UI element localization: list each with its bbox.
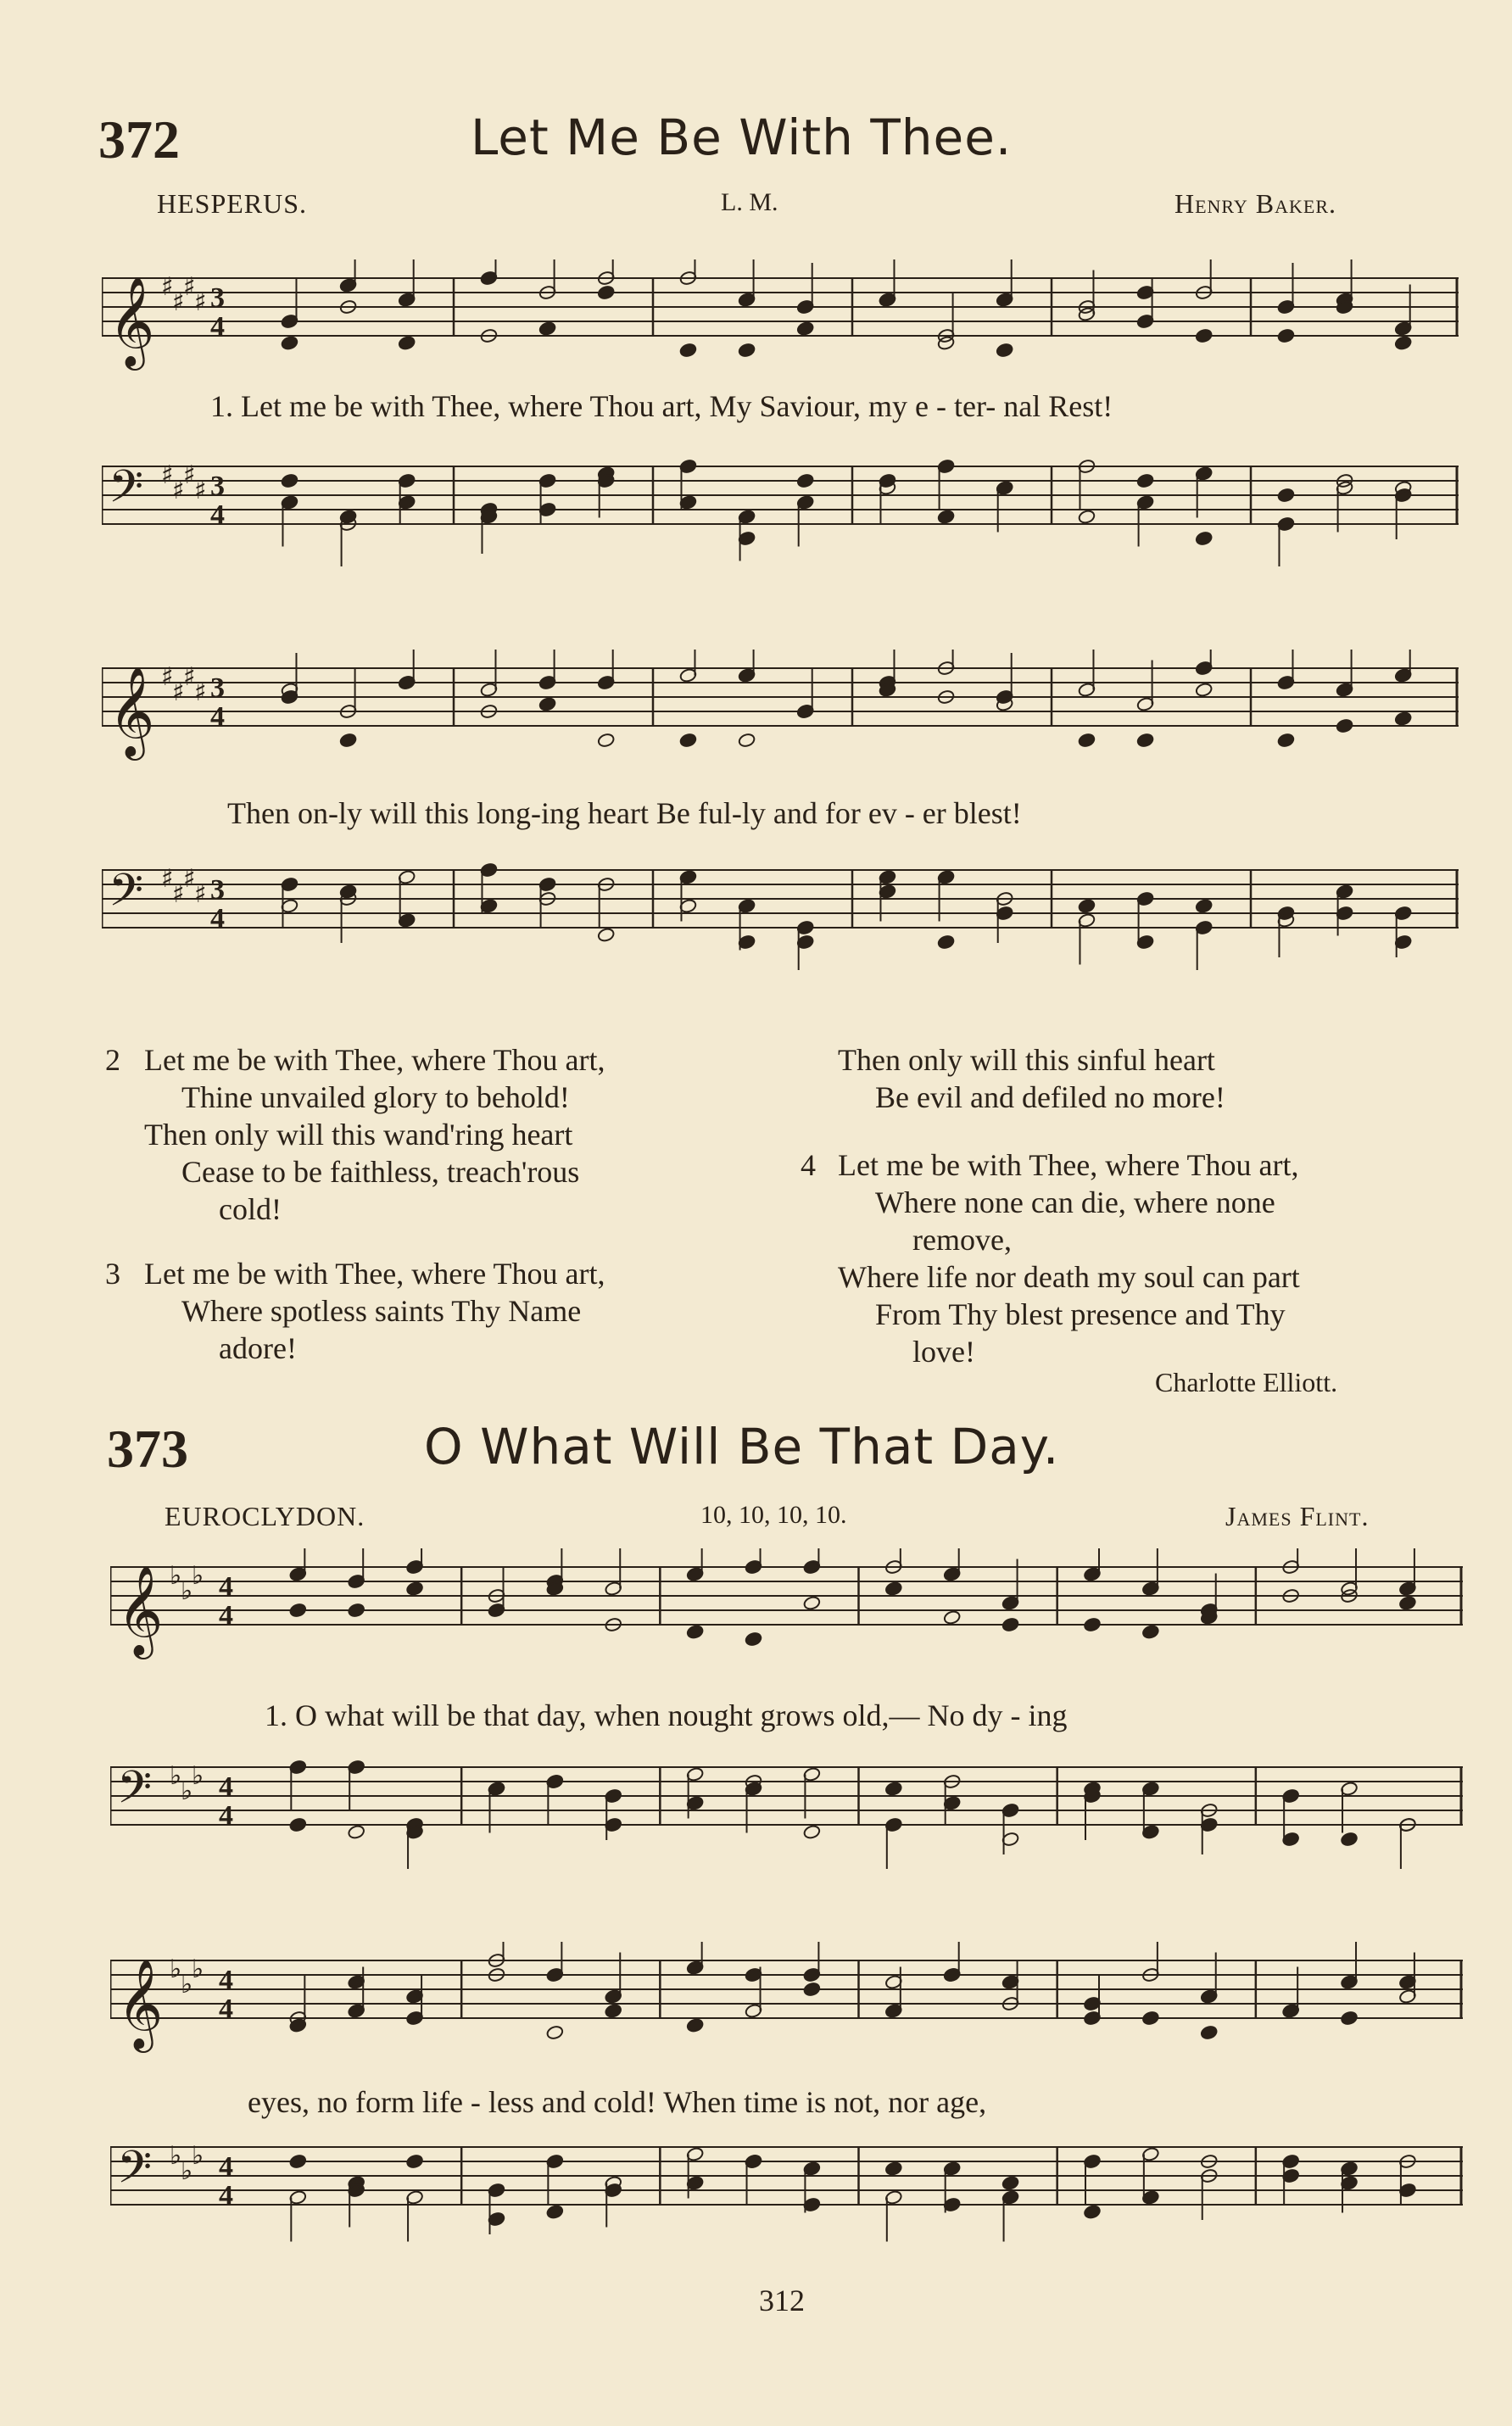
svg-text:♭: ♭ (170, 2141, 182, 2171)
svg-text:𝄞: 𝄞 (109, 666, 155, 756)
svg-text:♯: ♯ (161, 662, 174, 692)
author: Charlotte Elliott. (1155, 1367, 1338, 1397)
svg-text:𝄢: 𝄢 (117, 1762, 153, 1825)
svg-text:♭: ♭ (181, 1576, 193, 1606)
staff-notation (102, 650, 1459, 768)
svg-text:3: 3 (210, 282, 225, 314)
lyric-line: eyes, no form life - less and cold! When time is not, nor age, (248, 2085, 987, 2119)
svg-text:♯: ♯ (172, 476, 185, 505)
hymn-title: O What Will Be That Day. (424, 1418, 1060, 1475)
svg-text:♯: ♯ (161, 864, 174, 894)
tune-name: HESPERUS. (157, 188, 308, 219)
svg-text:3: 3 (210, 471, 225, 502)
staff-notation (110, 1748, 1463, 1893)
staff-notation (110, 1548, 1463, 1667)
svg-text:♯: ♯ (194, 879, 207, 909)
music-staff (102, 259, 1459, 378)
svg-text:4: 4 (210, 701, 225, 733)
svg-text:♯: ♯ (161, 272, 174, 302)
svg-text:♭: ♭ (170, 1761, 182, 1791)
svg-text:3: 3 (210, 874, 225, 906)
music-staff (102, 851, 1459, 970)
staff-notation (102, 448, 1459, 566)
staff-notation (102, 851, 1459, 970)
svg-text:♭: ♭ (192, 1761, 204, 1791)
hymn-title: Let Me Be With Thee. (471, 109, 1013, 166)
verse-3-cont: Then only will this sinful heart Be evil and defiled no more! (838, 1043, 1225, 1114)
svg-text:4: 4 (210, 903, 225, 934)
svg-text:♯: ♯ (172, 879, 185, 909)
svg-text:𝄞: 𝄞 (117, 1564, 164, 1655)
svg-text:♭: ♭ (192, 2141, 204, 2171)
svg-text:♭: ♭ (170, 1561, 182, 1591)
svg-text:4: 4 (219, 2180, 233, 2211)
svg-text:4: 4 (219, 1600, 233, 1631)
svg-text:4: 4 (219, 1571, 233, 1603)
svg-text:4: 4 (219, 1800, 233, 1832)
verse-2: 2 Let me be with Thee, where Thou art, Thine unvailed glory to behold! Then only will this wand'ring heart Cease to be faithless, treach'rous cold! (105, 1043, 605, 1226)
hymn-number: 372 (98, 109, 180, 170)
music-staff (110, 1748, 1463, 1893)
staff-notation (102, 259, 1459, 378)
music-staff (102, 448, 1459, 566)
svg-text:♯: ♯ (194, 678, 207, 707)
svg-text:4: 4 (210, 311, 225, 343)
tune-name: EUROCLYDON. (165, 1501, 365, 1531)
svg-text:♭: ♭ (181, 1776, 193, 1806)
music-staff (102, 650, 1459, 768)
svg-text:𝄞: 𝄞 (117, 1958, 164, 2049)
page-number: 312 (759, 2284, 805, 2317)
hymn-number: 373 (107, 1419, 188, 1479)
svg-text:♭: ♭ (192, 1955, 204, 1984)
svg-text:4: 4 (210, 499, 225, 531)
svg-text:4: 4 (219, 1771, 233, 1803)
lyric-line: 1. O what will be that day, when nought grows old,— No dy - ing (265, 1698, 1068, 1732)
svg-text:3: 3 (210, 672, 225, 704)
svg-text:♯: ♯ (194, 287, 207, 317)
svg-text:♯: ♯ (183, 272, 196, 302)
svg-text:♯: ♯ (172, 287, 185, 317)
svg-text:4: 4 (219, 1994, 233, 2025)
lyric-line: 1. Let me be with Thee, where Thou art, My Saviour, my e - ter- nal Rest! (210, 389, 1113, 423)
svg-text:♭: ♭ (192, 1561, 204, 1591)
composer: Henry Baker. (1174, 188, 1337, 219)
staff-notation (110, 1942, 1463, 2061)
composer: James Flint. (1225, 1501, 1370, 1531)
lyric-line: Then on-ly will this long-ing heart Be ful-ly and for ev - er blest! (227, 796, 1022, 830)
svg-text:♭: ♭ (181, 1970, 193, 1999)
svg-text:♯: ♯ (183, 864, 196, 894)
meter: 10, 10, 10, 10. (700, 1501, 847, 1529)
svg-text:♯: ♯ (194, 476, 207, 505)
music-staff (110, 2128, 1463, 2281)
svg-text:♭: ♭ (181, 2156, 193, 2186)
meter: L. M. (721, 188, 778, 216)
svg-text:𝄢: 𝄢 (117, 2142, 153, 2205)
svg-text:𝄞: 𝄞 (109, 276, 155, 366)
svg-text:4: 4 (219, 1965, 233, 1996)
svg-text:♯: ♯ (183, 460, 196, 490)
verse-4: 4 Let me be with Thee, where Thou art, Where none can die, where none remove, Where life nor death my soul can part From Thy blest presence and Thy love! (801, 1148, 1300, 1369)
music-staff (110, 1548, 1463, 1667)
staff-notation (110, 2128, 1463, 2281)
svg-text:♯: ♯ (161, 460, 174, 490)
svg-text:𝄢: 𝄢 (109, 865, 144, 928)
svg-text:♯: ♯ (183, 662, 196, 692)
svg-text:♯: ♯ (172, 678, 185, 707)
svg-text:𝄢: 𝄢 (109, 461, 144, 524)
svg-text:4: 4 (219, 2151, 233, 2183)
music-staff (110, 1942, 1463, 2061)
svg-text:♭: ♭ (170, 1955, 182, 1984)
verse-3: 3 Let me be with Thee, where Thou art, Where spotless saints Thy Name adore! (105, 1257, 605, 1365)
